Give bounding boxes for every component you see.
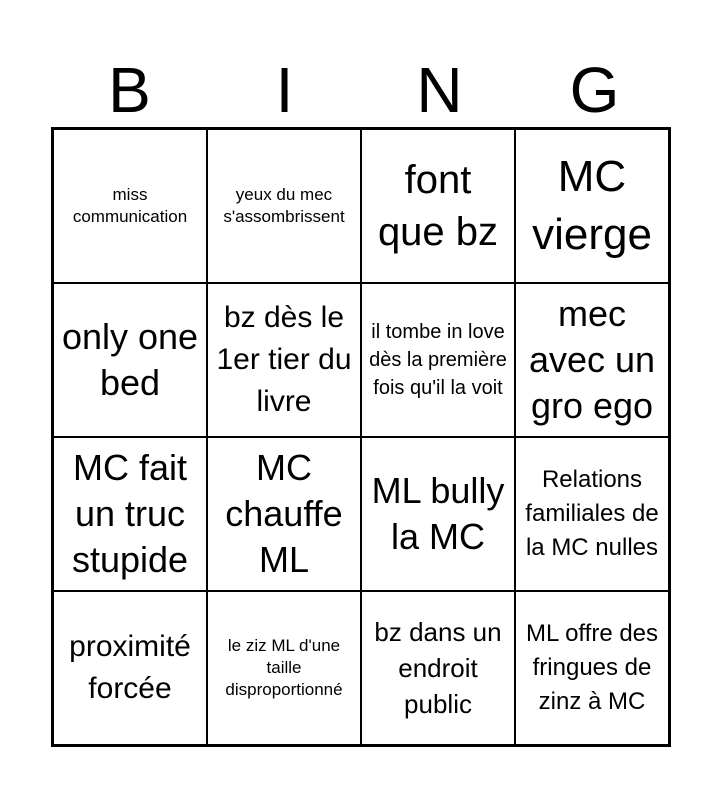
bingo-header bbox=[52, 52, 672, 128]
header-letter-i: I bbox=[275, 54, 294, 126]
bingo-cell[interactable] bbox=[207, 129, 361, 283]
cell-text: yeux du mec s'assombrissent bbox=[223, 185, 345, 226]
bingo-cell[interactable] bbox=[515, 591, 669, 745]
cell-text: ML offre des fringues de zinz à MC bbox=[525, 620, 659, 715]
bingo-cell[interactable] bbox=[53, 283, 207, 437]
cell-text: font que bz bbox=[377, 158, 499, 254]
header-letter-b: B bbox=[108, 54, 151, 126]
cell-text: ML bully la MC bbox=[371, 470, 505, 557]
bingo-cell[interactable] bbox=[53, 129, 207, 283]
bingo-cell[interactable] bbox=[361, 437, 515, 591]
bingo-cell[interactable] bbox=[207, 591, 361, 745]
cell-text: miss communication bbox=[72, 185, 188, 226]
bingo-cell[interactable] bbox=[207, 437, 361, 591]
cell-text: MC chauffe ML bbox=[225, 447, 343, 580]
header-letter-g: G bbox=[569, 54, 620, 126]
bingo-cell[interactable] bbox=[53, 591, 207, 745]
cell-text: Relations familiales de la MC nulles bbox=[525, 466, 659, 561]
cell-text: il tombe in love dès la première fois qu'il la voit bbox=[369, 321, 507, 399]
bingo-grid bbox=[51, 127, 671, 747]
cell-text: MC fait un truc stupide bbox=[71, 447, 189, 580]
bingo-cell[interactable] bbox=[361, 591, 515, 745]
bingo-cell[interactable] bbox=[53, 437, 207, 591]
bingo-cell[interactable] bbox=[515, 129, 669, 283]
header-letter-n: N bbox=[416, 54, 463, 126]
cell-text: le ziz ML d'une taille disproportionné bbox=[225, 636, 343, 699]
bingo-cell[interactable] bbox=[207, 283, 361, 437]
cell-text: bz dans un endroit public bbox=[374, 617, 502, 719]
cell-text: mec avec un gro ego bbox=[528, 293, 656, 426]
bingo-cell[interactable] bbox=[361, 129, 515, 283]
cell-text: bz dès le 1er tier du livre bbox=[216, 301, 352, 418]
cell-text: proximité forcée bbox=[69, 630, 191, 705]
bingo-cell[interactable] bbox=[515, 283, 669, 437]
bingo-cell[interactable] bbox=[361, 283, 515, 437]
cell-text: only one bed bbox=[61, 316, 199, 403]
bingo-cell[interactable] bbox=[515, 437, 669, 591]
cell-text: MC vierge bbox=[532, 152, 652, 259]
